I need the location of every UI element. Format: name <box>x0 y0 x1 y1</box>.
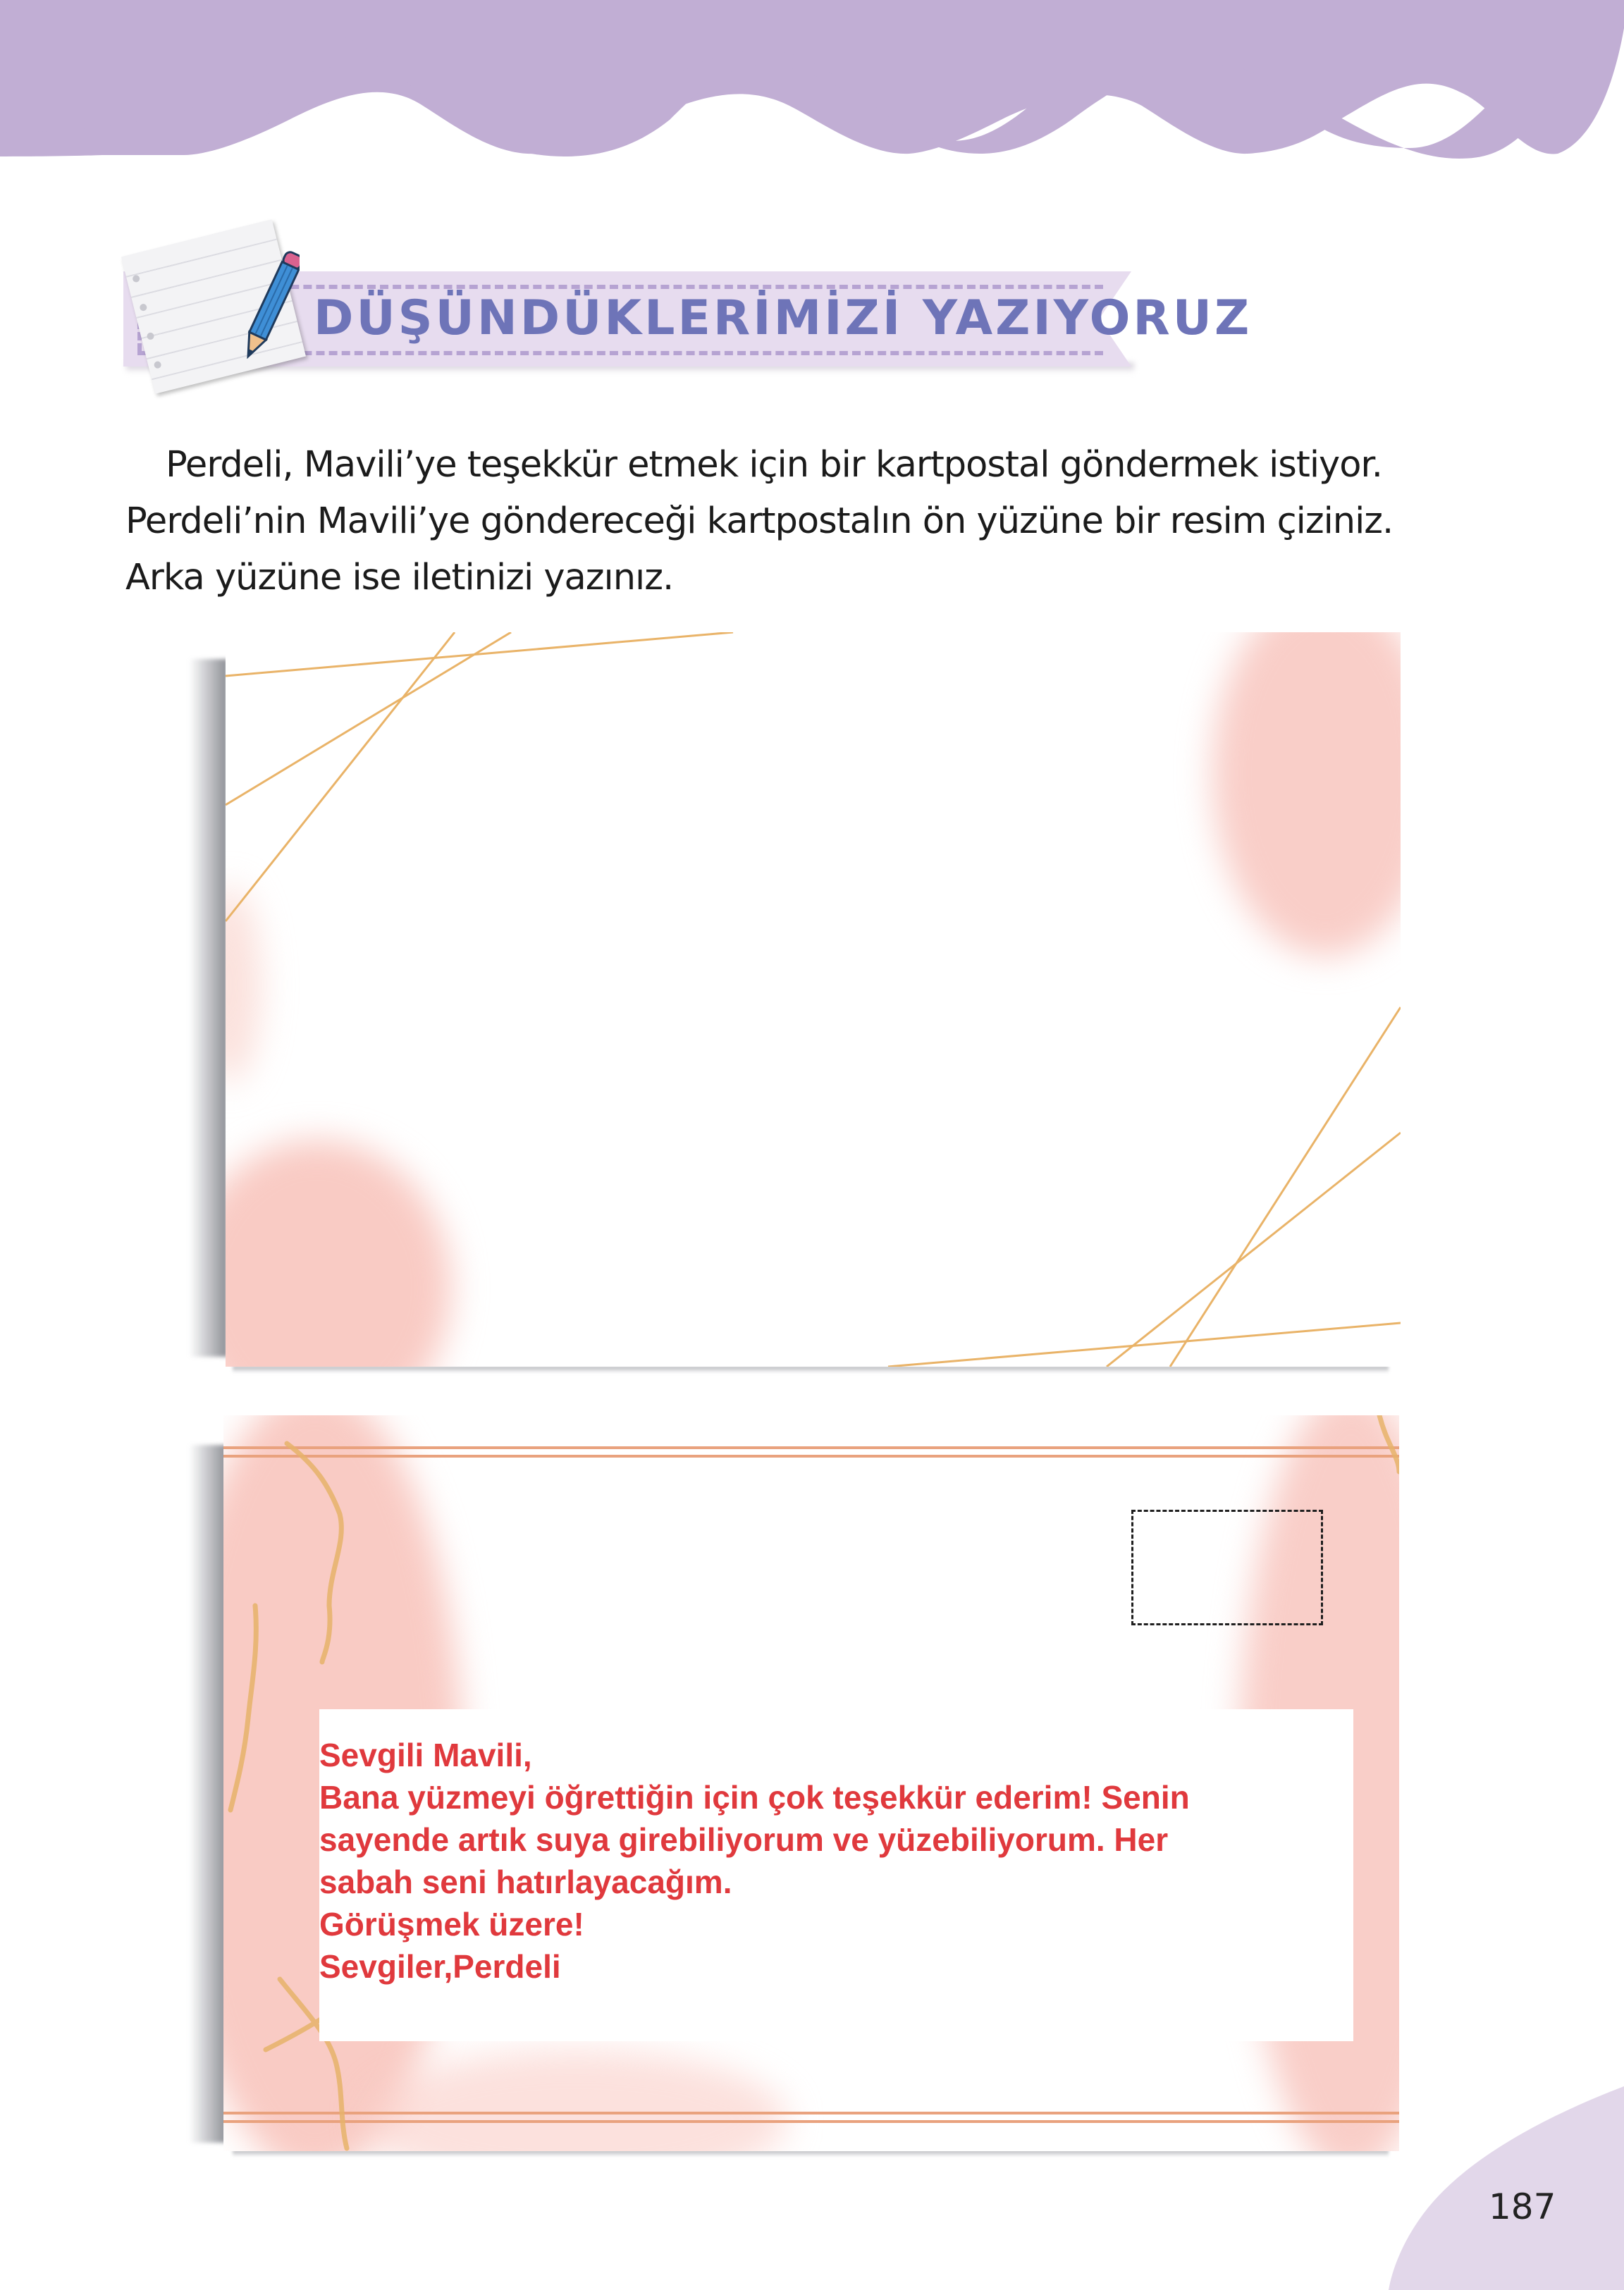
instruction-line-1: Perdeli, Mavili’ye teşekkür etmek için bir kartpostal göndermek istiyor. <box>166 444 1382 486</box>
section-banner <box>123 271 1253 374</box>
message-line: sabah seni hatırlayacağım. <box>319 1864 732 1900</box>
header-wave-decoration <box>0 0 1624 162</box>
instruction-line-3: Arka yüzüne ise iletinizi yazınız. <box>125 557 674 598</box>
page-number: 187 <box>1489 2186 1556 2227</box>
message-line: sayende artık suya girebiliyorum ve yüzebiliyorum. Her <box>319 1821 1169 1858</box>
stamp-placeholder <box>1131 1510 1323 1625</box>
card-back-shadow <box>189 1445 228 2143</box>
card-front-shadow-bottom <box>233 1366 1389 1373</box>
postcard-message <box>319 1734 1341 1988</box>
instruction-line-2: Perdeli’nin Mavili’ye göndereceği kartpostalın ön yüzüne bir resim çiziniz. <box>125 500 1394 542</box>
message-area[interactable] <box>319 1709 1353 2041</box>
section-title: DÜŞÜNDÜKLERİMİZİ YAZIYORUZ <box>314 290 1253 346</box>
pencil-icon <box>243 243 300 370</box>
postcard-front-drawing-area[interactable] <box>226 632 1401 1367</box>
card-front-shadow <box>189 659 228 1357</box>
instruction-text <box>125 437 1507 606</box>
postcard-back <box>223 1415 1399 2151</box>
message-line: Sevgiler,Perdeli <box>319 1948 561 1985</box>
message-line: Görüşmek üzere! <box>319 1906 584 1943</box>
message-line: Sevgili Mavili, <box>319 1737 532 1773</box>
gold-line-decoration <box>226 632 1401 1367</box>
message-line: Bana yüzmeyi öğrettiğin için çok teşekkür ederim! Senin <box>319 1779 1190 1816</box>
